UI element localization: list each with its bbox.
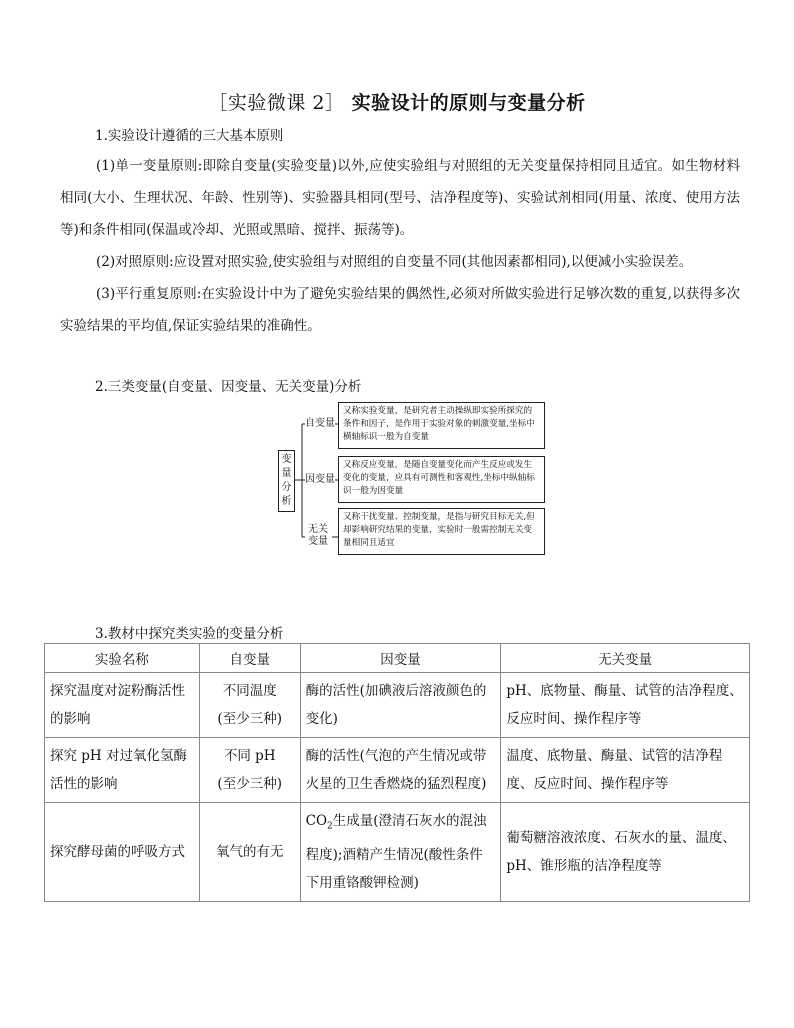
cell-cv: pH、底物量、酶量、试管的洁净程度、反应时间、操作程序等 xyxy=(501,673,750,738)
branch-desc-irrelevant: 又称干扰变量、控制变量，是指与研究目标无关,但却影响研究结果的变量，实验时一般需控制无关变量相同且适宜 xyxy=(338,508,545,555)
diagram-root: 变量分析 xyxy=(278,450,295,512)
branch-desc-independent: 又称实验变量，是研究者主动操纵即实验所探究的条件和因子，是作用于实验对象的刺激变量,坐标中横轴标识一般为自变量 xyxy=(338,402,545,449)
branch-label-dependent: 因变量 xyxy=(305,474,335,485)
cell-name: 探究酵母菌的呼吸方式 xyxy=(45,803,200,902)
cell-name: 探究温度对淀粉酶活性的影响 xyxy=(45,673,200,738)
cell-cv: 温度、底物量、酶量、试管的洁净程度、反应时间、操作程序等 xyxy=(501,738,750,803)
section3-heading: 3.教材中探究类实验的变量分析 xyxy=(95,626,284,642)
cell-iv: 不同温度 (至少三种) xyxy=(199,673,300,738)
cell-iv: 氧气的有无 xyxy=(199,803,300,902)
cell-dv: 酶的活性(气泡的产生情况或带火星的卫生香燃烧的猛烈程度) xyxy=(300,738,501,803)
section2-heading: 2.三类变量(自变量、因变量、无关变量)分析 xyxy=(95,379,362,395)
co2-subscript: 2 xyxy=(327,821,333,832)
principle-1: (1)单一变量原则:即除自变量(实验变量)以外,应使实验组与对照组的无关变量保持相同且适宜。如生物材料相同(大小、生理状况、年龄、性别等)、实验器具相同(型号、洁净程度等)、实验试剂相同(用量、浓度、使用方法等)和条件相同(保温或冷却、光照或黑暗、搅拌、振荡等)。 xyxy=(60,158,740,238)
lesson-tag: ［实验微课 2］ xyxy=(208,92,345,114)
header-cv: 无关变量 xyxy=(501,644,750,673)
cell-dv-text: 生成量(澄清石灰水的混浊程度);酒精产生情况(酸性条件下用重铬酸钾检测) xyxy=(305,813,487,891)
co2-prefix: CO xyxy=(305,813,328,829)
table-header-row xyxy=(45,644,750,673)
cell-iv: 不同 pH (至少三种) xyxy=(199,738,300,803)
cell-name: 探究 pH 对过氧化氢酶活性的影响 xyxy=(45,738,200,803)
title-text: 实验设计的原则与变量分析 xyxy=(351,92,586,114)
branch-desc-dependent: 又称反应变量，是随自变量变化而产生反应或发生变化的变量，应具有可测性和客观性,坐标中纵轴标识一般为因变量 xyxy=(338,456,545,503)
page-title xyxy=(0,88,794,115)
cell-dv: 酶的活性(加碘液后溶液颜色的变化) xyxy=(300,673,501,738)
variable-table xyxy=(44,643,750,902)
section1-heading: 1.实验设计遵循的三大基本原则 xyxy=(95,128,284,144)
section1-body xyxy=(60,150,740,342)
table-row xyxy=(45,738,750,803)
variable-diagram xyxy=(275,402,550,552)
cell-cv: 葡萄糖溶液浓度、石灰水的量、温度、pH、锥形瓶的洁净程度等 xyxy=(501,803,750,902)
branch-label-irrelevant: 无关变量 xyxy=(308,524,328,547)
branch-label-independent: 自变量 xyxy=(305,418,335,429)
principle-2: (2)对照原则:应设置对照实验,使实验组与对照组的自变量不同(其他因素都相同),以便减小实验误差。 xyxy=(96,254,693,270)
cell-dv xyxy=(300,803,501,902)
header-dv: 因变量 xyxy=(300,644,501,673)
header-iv: 自变量 xyxy=(199,644,300,673)
table-row xyxy=(45,803,750,902)
header-name: 实验名称 xyxy=(45,644,200,673)
table-row xyxy=(45,673,750,738)
principle-3: (3)平行重复原则:在实验设计中为了避免实验结果的偶然性,必须对所做实验进行足够次数的重复,以获得多次实验结果的平均值,保证实验结果的准确性。 xyxy=(60,286,740,334)
